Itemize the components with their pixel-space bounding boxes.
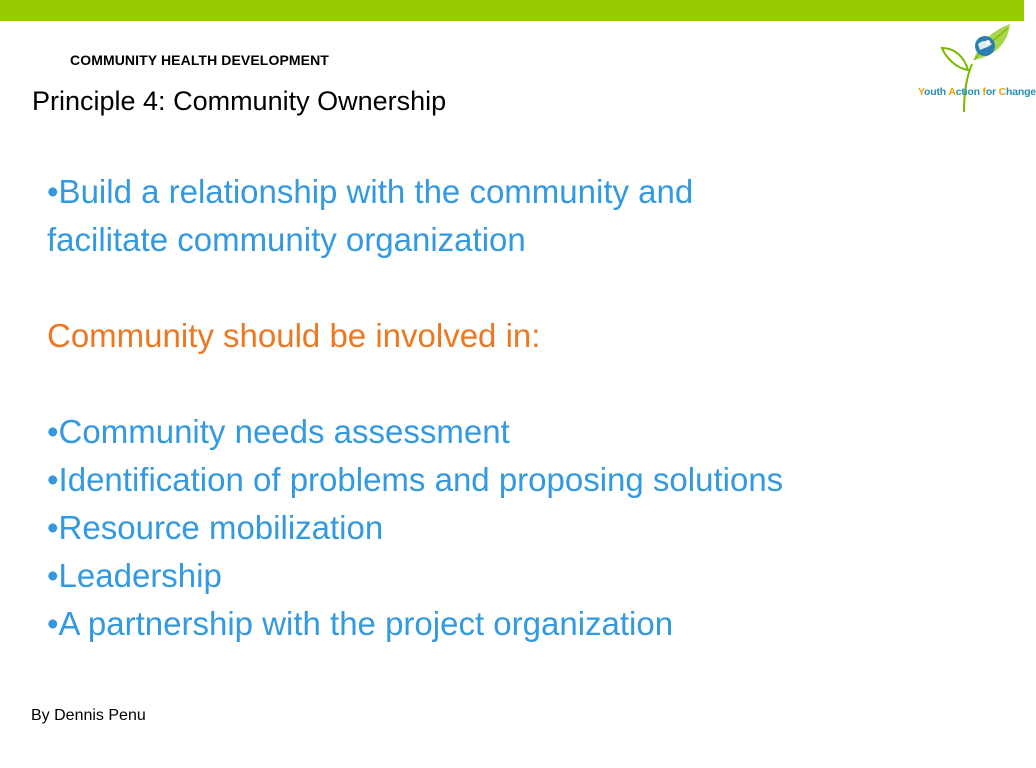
bullet-item: •A partnership with the project organization: [47, 605, 674, 642]
top-accent-bar: [0, 0, 1024, 21]
leaf-globe-icon: [912, 20, 1024, 114]
spacer: [47, 264, 1007, 312]
subheading: Community should be involved in:: [47, 317, 541, 354]
slide-body: [47, 168, 1007, 648]
organization-logo: [912, 20, 1036, 114]
bullet-item: •Community needs assessment: [47, 413, 510, 450]
section-label: COMMUNITY HEALTH DEVELOPMENT: [70, 52, 329, 68]
spacer: [47, 360, 1007, 408]
intro-bullet-line-2: facilitate community organization: [47, 221, 526, 258]
slide-title: Principle 4: Community Ownership: [32, 86, 447, 116]
logo-wordmark: Youth Action for Change: [918, 86, 1036, 98]
intro-bullet-line-1: •Build a relationship with the community and: [47, 173, 694, 210]
bullet-item: •Resource mobilization: [47, 509, 384, 546]
author-credit: By Dennis Penu: [31, 707, 146, 724]
bullet-item: •Identification of problems and proposing solutions: [47, 461, 784, 498]
bullet-item: •Leadership: [47, 557, 222, 594]
